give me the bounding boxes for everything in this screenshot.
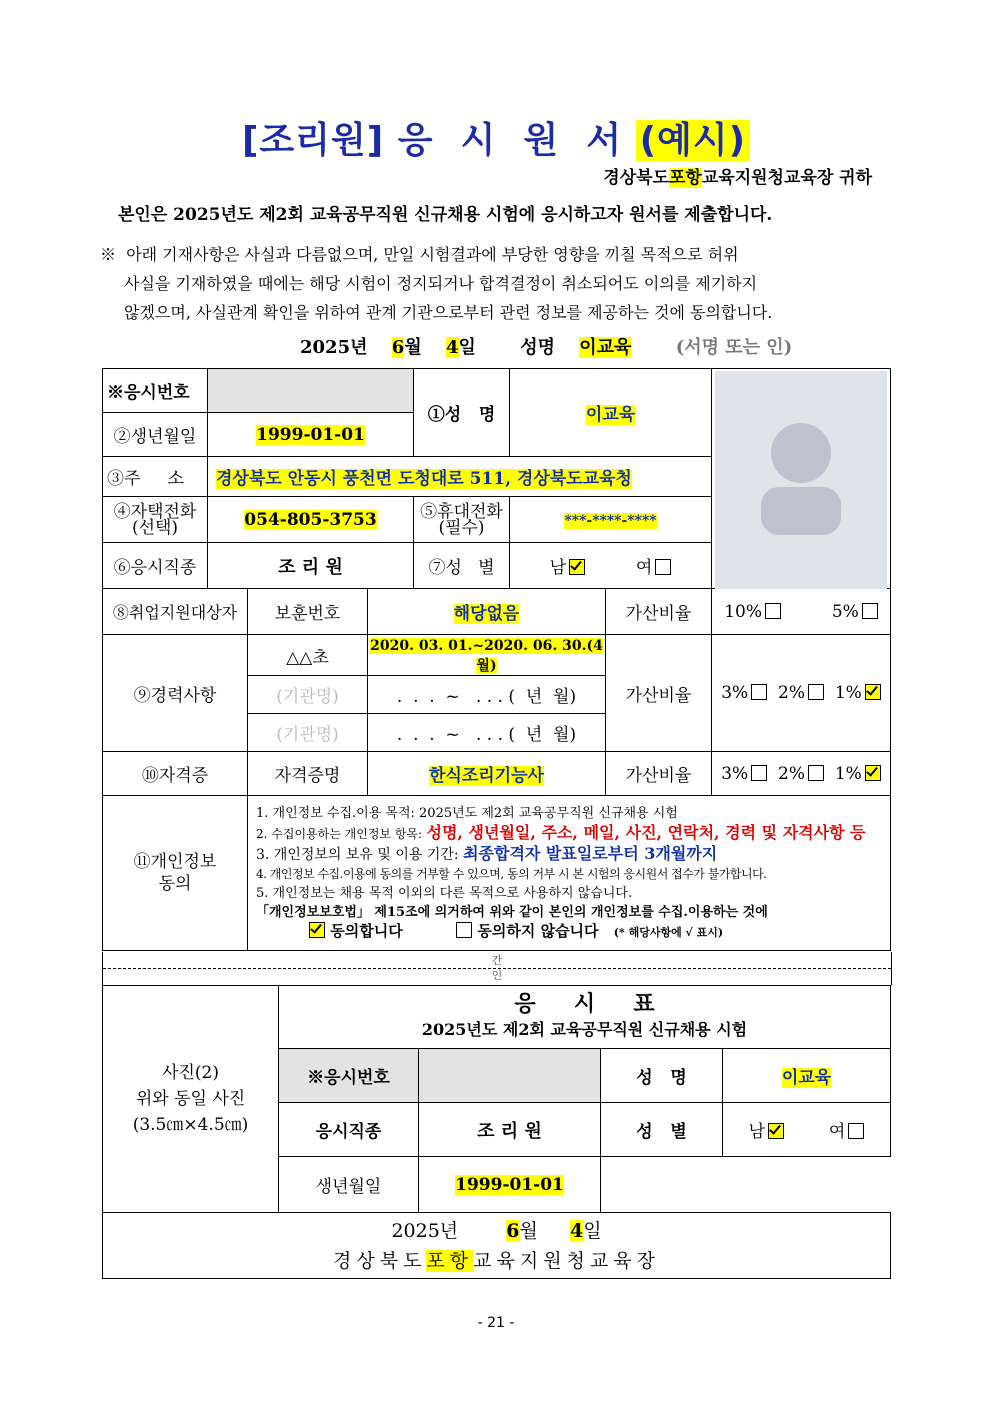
addressee-pre: 경상북도 <box>603 168 669 188</box>
ticket-photo-label-2: 위와 동일 사진 <box>135 1089 246 1109</box>
ticket-birth-field[interactable] <box>419 1157 601 1213</box>
gender-male-label: 남 <box>549 558 567 578</box>
privacy-item-3 <box>256 844 882 865</box>
intro-statement: 본인은 2025년도 제2회 교육공무직원 신규채용 시험에 응시하고자 원서를 제출합니다. <box>118 205 773 225</box>
mobile-label: ⑤휴대전화 <box>420 501 503 522</box>
cut-label <box>103 953 891 983</box>
birth-field[interactable] <box>208 413 414 457</box>
document-title <box>0 112 992 163</box>
male-checkbox[interactable] <box>569 559 585 575</box>
date-day: 4 <box>445 337 459 358</box>
ticket-date-year: 2025년 <box>391 1219 459 1242</box>
veteran-number-value: 해당없음 <box>453 604 520 624</box>
privacy-item-4: 4. 개인정보 수집.이용에 동의를 거부할 수 있으며, 동의 거부 시 본 시험의 응시원서 접수가 불가합니다. <box>256 867 767 881</box>
privacy-agree-row <box>256 922 882 942</box>
exam-number-label: ※응시번호 <box>103 369 208 413</box>
sign-label: (서명 또는 인) <box>675 337 793 358</box>
exam-ticket <box>102 985 891 1279</box>
employment-support-label: ⑧취업지원대상자 <box>103 589 248 635</box>
cert-2-checkbox[interactable] <box>808 765 824 781</box>
mobile-field[interactable] <box>510 497 712 543</box>
career-org-3[interactable]: (기관명) <box>248 714 368 752</box>
cert-2-label: 2% <box>778 763 805 784</box>
career-label: ⑨경력사항 <box>103 635 248 752</box>
ticket-birth-value: 1999-01-01 <box>455 1174 564 1195</box>
date-year: 2025년 <box>300 337 368 358</box>
career-period-1: 2020. 03. 01.~2020. 06. 30.(4월) <box>370 638 603 674</box>
privacy-item-3-pre: 3. 개인정보의 보유 및 이용 기간: <box>256 847 459 863</box>
cert-3-label: 3% <box>721 763 749 784</box>
addressee-highlight: 포항 <box>669 168 702 188</box>
career-2-label: 2% <box>778 683 805 703</box>
career-org-2[interactable]: (기관명) <box>248 676 368 714</box>
privacy-law: 「개인정보보호법」 제15조에 의거하여 위와 같이 본인의 개인정보를 수집.이용하는 것에 <box>256 905 768 920</box>
agree-note: (* 해당사항에 √ 표시) <box>613 926 724 939</box>
cert-1-label: 1% <box>834 763 862 784</box>
avatar-icon <box>715 371 887 589</box>
date-name-label: 성명 <box>520 337 555 358</box>
address-field[interactable] <box>208 457 712 497</box>
ticket-issuer-post: 교육지원청교육장 <box>473 1249 660 1272</box>
veteran-number-field[interactable] <box>368 589 606 635</box>
career-1-label: 1% <box>834 683 862 703</box>
ticket-photo-label-1: 사진(2) <box>162 1063 219 1083</box>
exam-number-field[interactable] <box>208 369 414 413</box>
notice-paragraph <box>100 240 896 327</box>
ticket-issuer <box>103 1246 890 1276</box>
ticket-male-label: 남 <box>748 1122 766 1142</box>
career-3-label: 3% <box>721 683 749 703</box>
career-period-2[interactable]: . . . ~ . . . ( 년 월) <box>368 676 606 714</box>
name-field[interactable] <box>510 369 712 457</box>
ticket-female-label: 여 <box>828 1122 846 1142</box>
ticket-birth-label: 생년월일 <box>279 1157 419 1213</box>
job-value: 조 리 원 <box>208 543 414 589</box>
career-period-1-cell[interactable] <box>368 635 606 676</box>
cut-line <box>102 952 892 985</box>
notice-line1: 아래 기재사항은 사실과 다름없으며, 만일 시험결과에 부당한 영향을 끼칠 목적으로 허위 <box>126 245 739 264</box>
career-1-checkbox[interactable] <box>865 684 881 700</box>
career-3-checkbox[interactable] <box>751 684 767 700</box>
ticket-female-checkbox[interactable] <box>848 1123 864 1139</box>
privacy-consent-text <box>248 796 891 951</box>
bonus-rate-label-3: 가산비율 <box>606 752 712 796</box>
privacy-item-1: 1. 개인정보 수집.이용 목적: 2025년도 제2회 교육공무직원 신규채용 시험 <box>256 806 678 821</box>
job-label: ⑥응시직종 <box>103 543 208 589</box>
title-example: (예시) <box>636 120 750 161</box>
gender-label: ⑦성 별 <box>414 543 510 589</box>
ticket-date-month: 6 <box>506 1219 520 1242</box>
ticket-gender-label: 성 별 <box>601 1103 723 1157</box>
ticket-name-value: 이교육 <box>781 1068 832 1088</box>
addressee <box>603 163 872 188</box>
veteran-number-label: 보훈번호 <box>248 589 368 635</box>
certificate-name-label: 자격증명 <box>248 752 368 796</box>
gender-field <box>510 543 712 589</box>
date-month: 6 <box>391 337 405 358</box>
date-name: 이교육 <box>579 337 632 358</box>
ticket-empty-cell <box>601 1157 891 1213</box>
photo-placeholder[interactable] <box>715 371 887 589</box>
career-org-1[interactable]: △△초 <box>248 635 368 676</box>
notice-line3: 않겠으며, 사실관계 확인을 위하여 관계 기관으로부터 관련 정보를 제공하는 것에 동의합니다. <box>124 303 773 322</box>
notice-mark: ※ <box>100 245 117 264</box>
addressee-post: 교육지원청교육장 귀하 <box>701 168 872 188</box>
bonus-rate-label-1: 가산비율 <box>606 589 712 635</box>
ticket-title: 응 시 표 <box>514 991 655 1017</box>
ticket-job-label: 응시직종 <box>279 1103 419 1157</box>
date-day-unit: 일 <box>458 337 476 358</box>
ticket-header <box>279 986 891 1049</box>
disagree-checkbox[interactable] <box>456 922 472 938</box>
privacy-label-cell <box>103 796 248 951</box>
bonus-rate-options-1 <box>712 589 891 635</box>
ticket-photo-label-3: (3.5㎝×4.5㎝) <box>132 1115 249 1135</box>
mobile-sub: (필수) <box>438 517 485 538</box>
ticket-date-month-unit: 월 <box>519 1219 538 1242</box>
ticket-date-day-unit: 일 <box>583 1219 602 1242</box>
notice-line2: 사실을 기재하였을 때에는 해당 시험이 정지되거나 합격결정이 취소되어도 이의를 제기하지 <box>124 274 758 293</box>
certificate-label: ⑩자격증 <box>103 752 248 796</box>
female-checkbox[interactable] <box>655 559 671 575</box>
bonus-10-label: 10% <box>724 601 763 622</box>
ticket-gender-field <box>723 1103 891 1157</box>
ticket-date <box>103 1216 890 1246</box>
home-phone-sub: (선택) <box>131 517 179 538</box>
disagree-label: 동의하지 않습니다 <box>477 922 599 940</box>
bonus-rate-label-2: 가산비율 <box>606 635 712 752</box>
gender-female-label: 여 <box>635 558 653 578</box>
ticket-photo-cell[interactable] <box>103 986 279 1213</box>
ticket-name-label: 성 명 <box>601 1049 723 1103</box>
privacy-item-5: 5. 개인정보는 채용 목적 이외의 다른 목적으로 사용하지 않습니다. <box>256 886 633 901</box>
date-month-unit: 월 <box>404 337 422 358</box>
career-period-3[interactable]: . . . ~ . . . ( 년 월) <box>368 714 606 752</box>
privacy-item-2 <box>256 823 882 844</box>
home-phone-label-cell <box>103 497 208 543</box>
mobile-label-cell <box>414 497 510 543</box>
home-phone-label: ④자택전화 <box>113 501 197 522</box>
certificate-field[interactable] <box>368 752 606 796</box>
address-value: 경상북도 안동시 풍천면 도청대로 511, 경상북도교육청 <box>216 469 632 489</box>
bonus-10-checkbox[interactable] <box>765 603 781 619</box>
bonus-5-checkbox[interactable] <box>862 603 878 619</box>
title-main: 응 시 원 서 <box>397 120 623 161</box>
privacy-label-2: 동의 <box>158 874 192 894</box>
ticket-exam-number-field[interactable] <box>419 1049 601 1103</box>
career-2-checkbox[interactable] <box>808 684 824 700</box>
name-label: ①성 명 <box>414 369 510 457</box>
home-phone-value: 054-805-3753 <box>244 509 377 530</box>
agree-label: 동의합니다 <box>330 922 403 940</box>
ticket-subtitle: 2025년도 제2회 교육공무직원 신규채용 시험 <box>421 1020 748 1039</box>
bonus-5-label: 5% <box>831 601 859 622</box>
date-line <box>300 333 810 359</box>
bonus-rate-options-3 <box>712 752 891 796</box>
home-phone-field[interactable] <box>208 497 414 543</box>
name-value: 이교육 <box>585 405 636 425</box>
cert-1-checkbox[interactable] <box>865 765 881 781</box>
mobile-value: ***-****-**** <box>564 512 657 529</box>
ticket-footer <box>103 1213 891 1279</box>
cut-label-b: 인 <box>491 969 503 982</box>
cut-label-a: 간 <box>491 954 503 967</box>
ticket-name-field[interactable] <box>723 1049 891 1103</box>
bonus-rate-options-2 <box>712 635 891 752</box>
ticket-exam-number-label: ※응시번호 <box>279 1049 419 1103</box>
ticket-job-value: 조 리 원 <box>419 1103 601 1157</box>
privacy-item-2-items: 성명, 생년월일, 주소, 메일, 사진, 연락처, 경력 및 자격사항 등 <box>426 823 866 842</box>
privacy-label: ⑪개인정보 <box>133 852 217 872</box>
address-label: ③주 소 <box>103 457 208 497</box>
certificate-value: 한식조리기능사 <box>429 766 544 786</box>
privacy-item-3-period: 최종합격자 발표일로부터 3개월까지 <box>463 844 718 863</box>
agree-checkbox[interactable] <box>309 922 325 938</box>
ticket-date-day: 4 <box>569 1219 584 1242</box>
birth-value: 1999-01-01 <box>256 424 365 445</box>
ticket-issuer-pre: 경상북도 <box>333 1249 427 1272</box>
ticket-issuer-highlight: 포항 <box>426 1249 474 1272</box>
cert-3-checkbox[interactable] <box>751 765 767 781</box>
ticket-male-checkbox[interactable] <box>768 1123 784 1139</box>
privacy-item-2-pre: 2. 수집이용하는 개인정보 항목: <box>256 827 423 841</box>
title-category: [조리원] <box>241 120 385 161</box>
birth-label: ②생년월일 <box>103 413 208 457</box>
page-number: - 21 - <box>477 1315 515 1331</box>
